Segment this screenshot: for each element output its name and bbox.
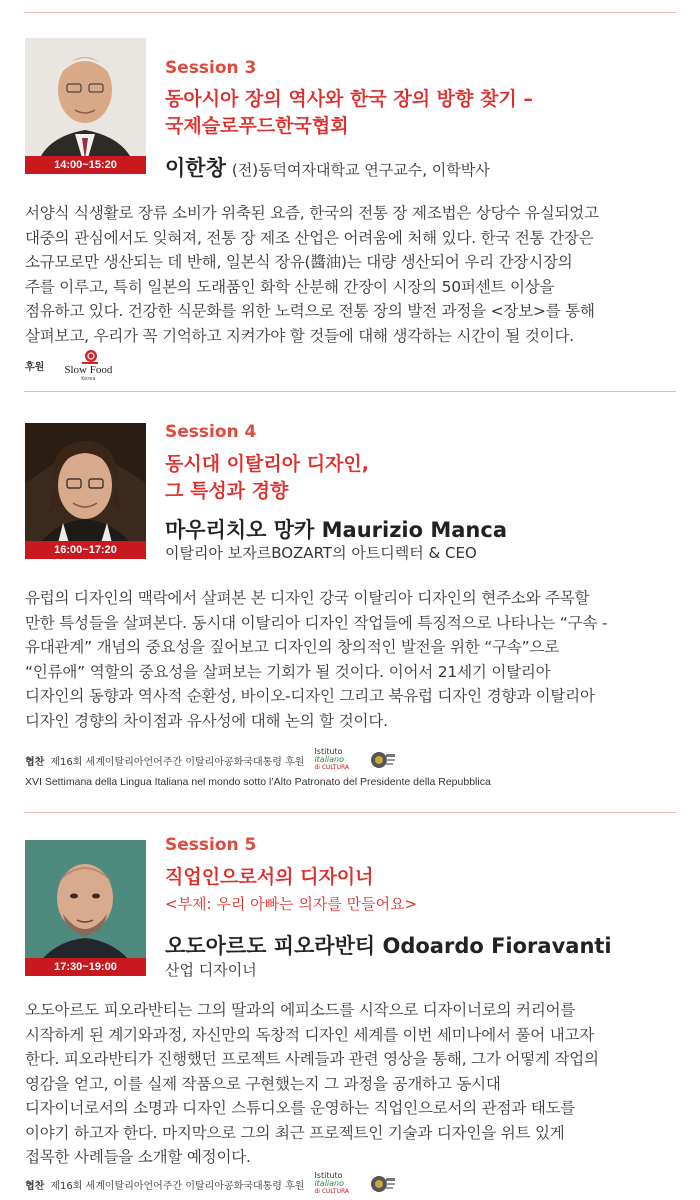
- emblem-icon: [369, 1174, 395, 1194]
- description-line: 대중의 관심에서도 잊혀져, 전통 장 제조 산업은 어려움에 처해 있다. 한국 전통 간장은: [25, 228, 594, 247]
- description-line: 시작하게 된 계기와과정, 자신만의 독창적 디자인 세계를 이번 세미나에서 풀어 내고자: [25, 1025, 595, 1044]
- description-line: 이야기 하고자 한다. 마지막으로 그의 최근 프로젝트인 기술과 디자인을 위트 있게: [25, 1123, 565, 1142]
- title-line: 동아시아 장의 역사와 한국 장의 방향 찾기 –: [165, 88, 533, 110]
- sponsor-text: 제16회 세계이탈리아언어주간 이탈리아공화국대통령 후원: [50, 1180, 305, 1192]
- speaker-photo: [25, 840, 146, 976]
- logo-line: Istituto: [314, 747, 343, 756]
- emblem-icon: [369, 750, 395, 770]
- logo-line: di CULTURA: [314, 1188, 350, 1195]
- section-divider: [24, 812, 676, 813]
- description-line: 서양식 식생활로 장류 소비가 위축된 요즘, 한국의 전통 장 제조법은 상당수 유실되었고: [25, 204, 599, 222]
- title-line: 직업인으로서의 디자이너: [165, 866, 374, 888]
- snail-icon: [80, 348, 100, 364]
- session-title: [165, 86, 533, 140]
- session-label: Session 4: [165, 422, 257, 442]
- description-line: 점유하고 있다. 건강한 식문화를 위한 노력으로 전통 장의 발전 과정을 <장보>를 통해: [25, 302, 595, 320]
- speaker-role: 이탈리아 보자르BOZART의 아트디렉터 & CEO: [165, 544, 477, 562]
- session-description: [25, 998, 685, 1170]
- sponsor-label: 협찬: [25, 756, 45, 768]
- description-line: 만한 특성들을 살펴본다. 동시대 이탈리아 디자인 작업들에 특징적으로 나타나는 “구속 -: [25, 613, 608, 632]
- speaker-name: 이한창: [165, 156, 226, 180]
- session-subtitle: <부제: 우리 아빠는 의자를 만들어요>: [165, 895, 418, 913]
- speaker-photo: [25, 423, 146, 559]
- speaker-name: 오도아르도 피오라반티 Odoardo Fioravanti: [165, 934, 612, 958]
- sponsor-label: 후원: [25, 361, 45, 373]
- description-line: 소규모로만 생산되는 데 반해, 일본식 장유(醬油)는 대량 생산되어 우리 간장시장의: [25, 253, 573, 271]
- description-line: 디자이너로서의 소명과 디자인 스튜디오를 운영하는 직업인으로서의 관점과 태도를: [25, 1099, 576, 1117]
- sponsor-row: [25, 348, 120, 382]
- description-line: 주를 이루고, 특히 일본의 도래품인 화학 산분해 간장이 시장의 50퍼센트 이상을: [25, 277, 555, 296]
- session-time: 16:00~17:20: [25, 541, 146, 559]
- description-line: 접목한 사례들을 소개할 예정이다.: [25, 1148, 251, 1166]
- speaker-name: 마우리치오 망카 Maurizio Manca: [165, 518, 507, 542]
- session-title: [165, 864, 374, 891]
- session-label: Session 5: [165, 835, 257, 855]
- speaker: [165, 152, 490, 182]
- session-label: Session 3: [165, 58, 257, 78]
- title-line: 동시대 이탈리아 디자인,: [165, 453, 369, 475]
- session-title: [165, 451, 369, 505]
- title-line: 그 특성과 경향: [165, 480, 289, 502]
- sponsor-logo-text: Slow Food: [64, 364, 113, 376]
- logo-line: italiano: [314, 1179, 345, 1188]
- sponsor-row: [25, 1172, 395, 1196]
- description-line: 한다. 피오라반티가 진행했던 프로젝트 사례들과 관련 영상을 통해, 그가 어떻게 작업의: [25, 1050, 599, 1068]
- description-line: “인류애” 역할의 중요성을 살펴보는 기회가 될 것이다. 이어서 21세기 이탈리아: [25, 662, 551, 681]
- session-time: 14:00~15:20: [25, 156, 146, 174]
- description-line: 오도아르도 피오라반티는 그의 딸과의 에피소드를 시작으로 디자이너로의 커리어를: [25, 1001, 576, 1019]
- top-divider: [24, 12, 676, 13]
- session-description: [25, 586, 685, 733]
- session-description: [25, 201, 685, 348]
- sponsor-logo-sub: Korea: [81, 376, 96, 382]
- session-note: XVI Settimana della Lingua Italiana nel mondo sotto l’Alto Patronato del Presidente della Repubblica: [25, 776, 491, 788]
- description-line: 살펴보고, 우리가 꼭 기억하고 지켜가야 할 것들에 대해 생각하는 시간이 될 것이다.: [25, 326, 574, 345]
- speaker-role: (전)동덕여자대학교 연구교수, 이학박사: [231, 161, 490, 179]
- speaker-photo: [25, 38, 146, 174]
- description-line: 영감을 얻고, 이를 실제 작품으로 구현했는지 그 과정을 공개하고 동시대: [25, 1074, 501, 1093]
- istituto-italiano-logo: [314, 748, 357, 772]
- section-divider: [24, 391, 676, 392]
- description-line: 디자인 경향의 차이점과 유사성에 대해 논의 할 것이다.: [25, 711, 388, 730]
- title-line: 국제슬로푸드한국협회: [165, 115, 349, 137]
- session-time: 17:30~19:00: [25, 958, 146, 976]
- speaker-role: 산업 디자이너: [165, 961, 257, 979]
- sponsor-label: 협찬: [25, 1180, 45, 1192]
- slow-food-logo: [64, 348, 116, 382]
- description-line: 유대관계” 개념의 중요성을 짚어보고 디자인의 창의적인 발전을 위한 “구속”으로: [25, 638, 560, 656]
- description-line: 유럽의 디자인의 맥락에서 살펴본 본 디자인 강국 이탈리아 디자인의 현주소와 주목할: [25, 589, 590, 607]
- logo-line: Istituto: [314, 1171, 343, 1180]
- logo-line: italiano: [314, 755, 345, 764]
- logo-line: di CULTURA: [314, 764, 350, 771]
- sponsor-row: [25, 748, 395, 772]
- description-line: 디자인의 동향과 역사적 순환성, 바이오-디자인 그리고 북유럽 디자인 경향과 이탈리아: [25, 687, 595, 705]
- sponsor-text: 제16회 세계이탈리아언어주간 이탈리아공화국대통령 후원: [50, 756, 305, 768]
- istituto-italiano-logo: [314, 1172, 357, 1196]
